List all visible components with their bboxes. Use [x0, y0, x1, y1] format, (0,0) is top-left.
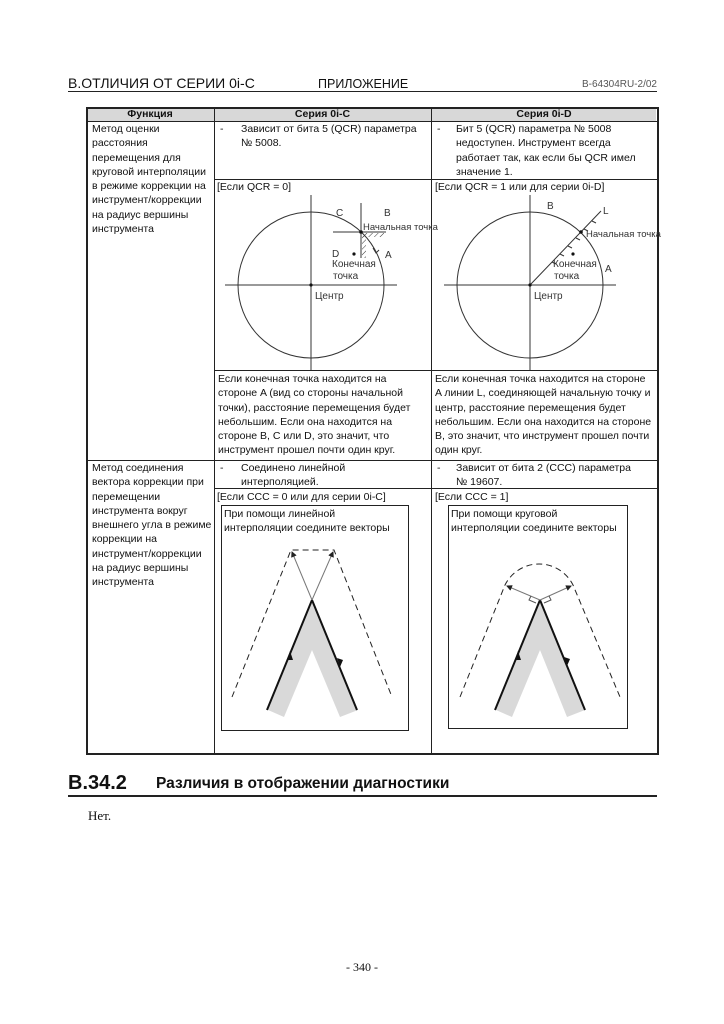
bullet-dash: - [437, 123, 441, 135]
c-note: Если конечная точка находится на стороне A (вид со стороны начальной точки), расстояние перемещения будет небольшим. Если она находится на стороне B, C или D, это значит, что инструмент прошел почти один круг. [218, 373, 411, 457]
label-a: A [605, 264, 612, 275]
label-center: Центр [534, 291, 563, 302]
label-b: B [384, 208, 391, 219]
d-diagram-title: [Если CCC = 1] [435, 491, 509, 503]
bullet-dash: - [437, 462, 441, 474]
d-text: Бит 5 (QCR) параметра № 5008 недоступен. Инструмент всегда работает так, как если бы QCR имел значение 1. [456, 123, 636, 178]
column-header-0i-c: Серия 0i-C [294, 108, 351, 120]
function-cell: Метод соединения вектора коррекции при перемещении инструмента вокруг внешнего угла в режиме коррекции на инструмент/коррекции на радиус вершины инструмента [92, 462, 212, 589]
label-end-point: Конечная [332, 259, 376, 270]
section-body: Нет. [88, 808, 112, 823]
label-end-point-2: точка [554, 271, 580, 282]
function-cell: Метод оценки расстояния перемещения для круговой интерполяции в режиме коррекции на инструмент/коррекции на радиус вершины инструмента [92, 123, 206, 236]
vector-circular-diagram [460, 564, 620, 717]
label-start-point: Начальная точка [363, 222, 438, 233]
label-end-point-2: точка [333, 271, 359, 282]
header-chapter: В.ОТЛИЧИЯ ОТ СЕРИИ 0i-С [68, 75, 255, 91]
label-d: D [332, 249, 340, 260]
vector-linear-diagram [232, 550, 392, 717]
bullet-dash: - [220, 123, 224, 135]
bullet-dash: - [220, 462, 224, 474]
header-doc-number: B-64304RU-2/02 [581, 79, 657, 90]
header-section: ПРИЛОЖЕНИЕ [318, 77, 409, 91]
label-start-point: Начальная точка [586, 229, 661, 240]
c-text: Соединено линейной интерполяцией. [241, 462, 346, 489]
c-diagram-title: [Если QCR = 0] [217, 181, 292, 193]
section-rule [68, 795, 657, 797]
label-center: Центр [315, 291, 344, 302]
d-text: Зависит от бита 2 (CCC) параметра № 19607. [456, 462, 631, 489]
section-number: B.34.2 [68, 772, 127, 794]
c-diagram-title: [Если CCC = 0 или для серии 0i-C] [217, 491, 386, 503]
circle-diagram-qcr1 [444, 195, 662, 370]
label-end-point: Конечная [553, 259, 597, 270]
section-title: Различия в отображении диагностики [156, 775, 450, 792]
d-note: Если конечная точка находится на стороне A линии L, соединяющей начальную точку и центр, расстояние перемещения будет небольшим. Если она находится на стороне B, это значит, что инструмент прошел почти один круг. [435, 373, 652, 457]
label-b: B [547, 201, 554, 212]
page-number: - 340 - [346, 960, 378, 974]
label-l: L [603, 206, 609, 217]
label-a: A [385, 250, 392, 261]
d-box-text: При помощи круговой интерполяции соедините векторы [451, 508, 617, 535]
circle-diagram-qcr0 [225, 195, 439, 370]
c-text: Зависит от бита 5 (QCR) параметра № 5008. [241, 123, 417, 150]
d-diagram-title: [Если QCR = 1 или для серии 0i-D] [435, 181, 605, 193]
c-box-text: При помощи линейной интерполяции соедините векторы [224, 508, 390, 535]
label-c: C [336, 208, 344, 219]
column-header-0i-d: Серия 0i-D [516, 108, 572, 120]
column-header-function: Функция [127, 108, 173, 120]
